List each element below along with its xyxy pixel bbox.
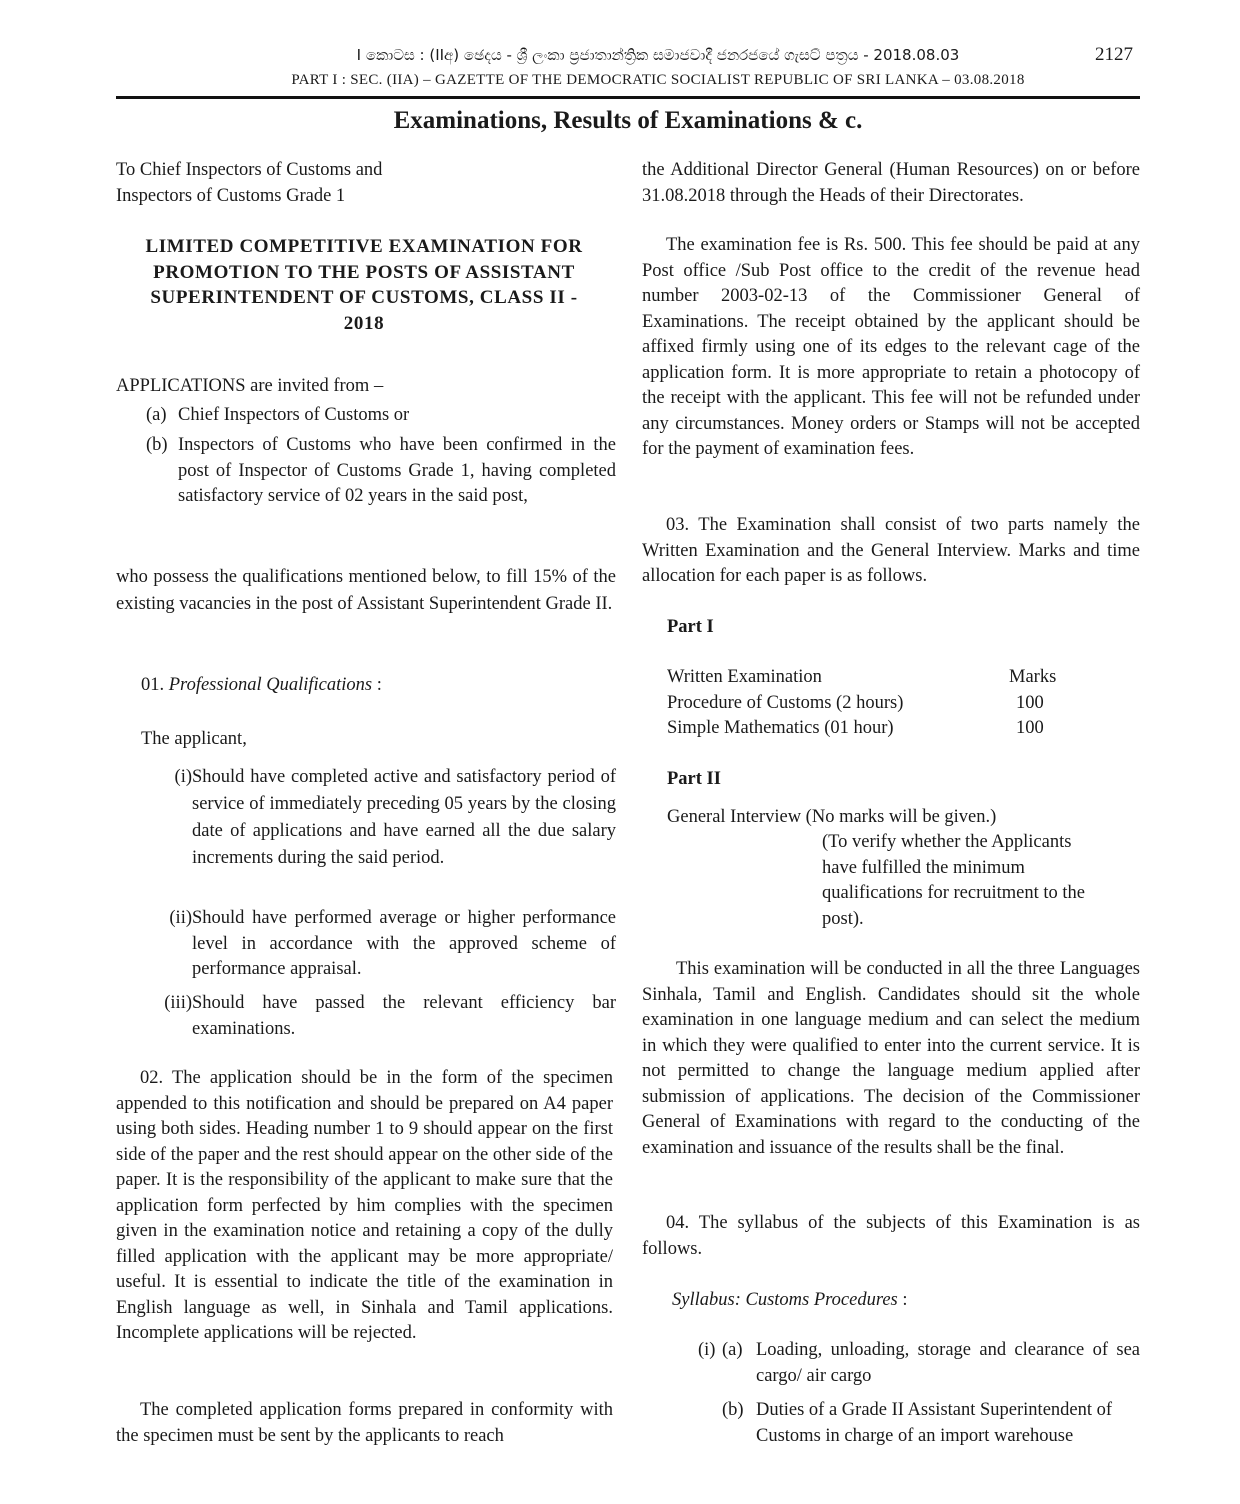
- qualification-i-text: Should have completed active and satisfactory period of service of immediately preceding 05 years by the closing date of applications and have earned all the due salary increments during the said period.: [192, 767, 616, 868]
- section-01-heading: [141, 673, 611, 699]
- addressee: [116, 158, 616, 209]
- part-ii-heading: Part II: [667, 769, 721, 789]
- qualify-paragraph: who possess the qualifications mentioned below, to fill 15% of the existing vacancies in the post of Assistant Superintendent Grade II.: [116, 567, 616, 614]
- item-b-label: (b): [146, 435, 168, 455]
- syllabus-title: Syllabus: Customs Procedures: [672, 1290, 898, 1310]
- addressee-line-2: Inspectors of Customs Grade 1: [116, 185, 346, 206]
- syllabus-heading: [672, 1288, 1132, 1314]
- marks-table-header-right: Marks: [1009, 667, 1057, 687]
- marks-table-row-1-marks: 100: [1016, 692, 1044, 713]
- syllabus-item-b-label: (b): [722, 1400, 744, 1420]
- continuation-paragraph: the Additional Director General (Human Resources) on or before 31.08.2018 through the Heads of their Directorates.: [642, 160, 1140, 206]
- section-title: Examinations, Results of Examinations & c.: [393, 107, 863, 134]
- qualification-iii: [156, 991, 616, 1042]
- sinhala-header-line: I කොටස : (IIඅ) ඡෙදය - ශ්‍රී ලංකා ප්‍රජාතාන්ත්‍රික සමාජවාදී ජනරජයේ ගැසට් පත්‍රය - 2018.08.03: [356, 46, 960, 64]
- qualification-iii-label: (iii): [164, 993, 192, 1013]
- syllabus-item-i-a: [698, 1338, 1140, 1389]
- interview-note-line-4: post).: [822, 908, 864, 929]
- interview-note-line-3: qualifications for recruitment to the: [822, 883, 1086, 903]
- syllabus-item-b: [722, 1398, 1140, 1449]
- section-04-paragraph: 04. The syllabus of the subjects of this Examination is as follows.: [642, 1213, 1140, 1259]
- section-03-paragraph: 03. The Examination shall consist of two parts namely the Written Examination and the General Interview. Marks and time allocation for each paper is as follows.: [642, 515, 1140, 586]
- section-02-paragraph: 02. The application should be in the form of the specimen appended to this notification and should be prepared on A4 paper using both sides. Heading number 1 to 9 should appear on the first side of the paper and the rest should appear on the other side of the paper. It is the responsibility of the applicant to make sure that the application form perfected by him complies with the specimen given in the examination notice and retaining a copy of the dully filled application with the applicant may be more appropriate/ useful. It is essential to indicate the title of the examination in English language as well, in Sinhala and Tamil applications. Incomplete applications will be rejected.: [116, 1068, 613, 1343]
- qualification-i: [156, 764, 616, 872]
- item-a-text: Chief Inspectors of Customs or: [178, 405, 410, 425]
- interview-note: [822, 830, 1140, 932]
- marks-table-row-2-subject: Simple Mathematics (01 hour): [667, 718, 894, 738]
- section-01-number: 01.: [141, 675, 165, 695]
- applicant-line: The applicant,: [141, 729, 247, 749]
- qualification-ii-label: (ii): [169, 908, 192, 928]
- marks-table: [667, 665, 1087, 742]
- header-rule: [116, 96, 1140, 99]
- section-01-title: Professional Qualifications: [168, 675, 373, 695]
- interview-note-line-1: (To verify whether the Applicants: [822, 832, 1072, 852]
- fee-paragraph: The examination fee is Rs. 500. This fee should be paid at any Post office /Sub Post office to the credit of the revenue head number 2003-02-13 of the Commissioner General of Examinations. The receipt obtained by the applicant should be affixed firmly using one of its edges to the relevant cage of the application form. It is more appropriate to retain a photocopy of the receipt with the applicant. This fee will not be refunded under any circumstances. Money orders or Stamps will not be accepted for the payment of examination fees.: [642, 235, 1140, 459]
- page-number: 2127: [1095, 44, 1133, 65]
- item-a: [146, 403, 616, 429]
- qualification-iii-text: Should have passed the relevant efficiency bar examinations.: [192, 993, 616, 1039]
- qualification-ii-text: Should have performed average or higher performance level in accordance with the approved scheme of performance appraisal.: [192, 908, 616, 979]
- interview-note-line-2: have fulfilled the minimum: [822, 857, 1025, 878]
- marks-table-row: [667, 716, 1087, 742]
- syllabus-item-a-label: (a): [722, 1340, 743, 1360]
- language-paragraph: This examination will be conducted in all the three Languages Sinhala, Tamil and English. Candidates should sit the whole examination in one language medium and can select the medium in which they were qualified to enter into the current service. It is not permitted to change the language medium applied after submission of applications. The decision of the Commissioner General of Examinations with regard to the conducting of the examination and issuance of the results shall be the final.: [642, 959, 1140, 1158]
- exam-heading: LIMITED COMPETITIVE EXAMINATION FOR PROMOTION TO THE POSTS OF ASSISTANT SUPERINTENDENT OF CUSTOMS, CLASS II - 2018: [145, 236, 583, 334]
- general-interview-line: General Interview (No marks will be given.): [667, 807, 997, 827]
- item-b: [146, 433, 616, 510]
- marks-table-row-2-marks: 100: [1016, 718, 1044, 738]
- item-b-text: Inspectors of Customs who have been confirmed in the post of Inspector of Customs Grade 1, having completed satisfactory service of 02 years in the said post,: [178, 435, 616, 506]
- english-header-line: PART I : SEC. (IIA) – GAZETTE OF THE DEMOCRATIC SOCIALIST REPUBLIC OF SRI LANKA – 03.08.2018: [291, 72, 1025, 88]
- syllabus-item-a-text: Loading, unloading, storage and clearance of sea cargo/ air cargo: [756, 1340, 1140, 1386]
- marks-table-header: [667, 665, 1087, 691]
- qualification-ii: [156, 906, 616, 983]
- syllabus-colon: :: [897, 1290, 908, 1310]
- addressee-line-1: To Chief Inspectors of Customs and: [116, 160, 383, 180]
- syllabus-item-b-text: Duties of a Grade II Assistant Superintendent of Customs in charge of an import warehouse: [756, 1400, 1113, 1446]
- marks-table-header-left: Written Examination: [667, 667, 822, 687]
- invite-line: APPLICATIONS are invited from –: [116, 376, 384, 396]
- item-a-label: (a): [146, 405, 167, 425]
- syllabus-item-i-label: (i): [698, 1340, 716, 1360]
- section-01-colon: :: [372, 675, 382, 695]
- qualification-i-label: (i): [174, 767, 192, 787]
- marks-table-row-1-subject: Procedure of Customs (2 hours): [667, 692, 904, 713]
- part-i-heading: Part I: [667, 617, 714, 637]
- completed-forms-paragraph: The completed application forms prepared in conformity with the specimen must be sent by the applicants to reach: [116, 1400, 613, 1446]
- marks-table-row: [667, 691, 1087, 717]
